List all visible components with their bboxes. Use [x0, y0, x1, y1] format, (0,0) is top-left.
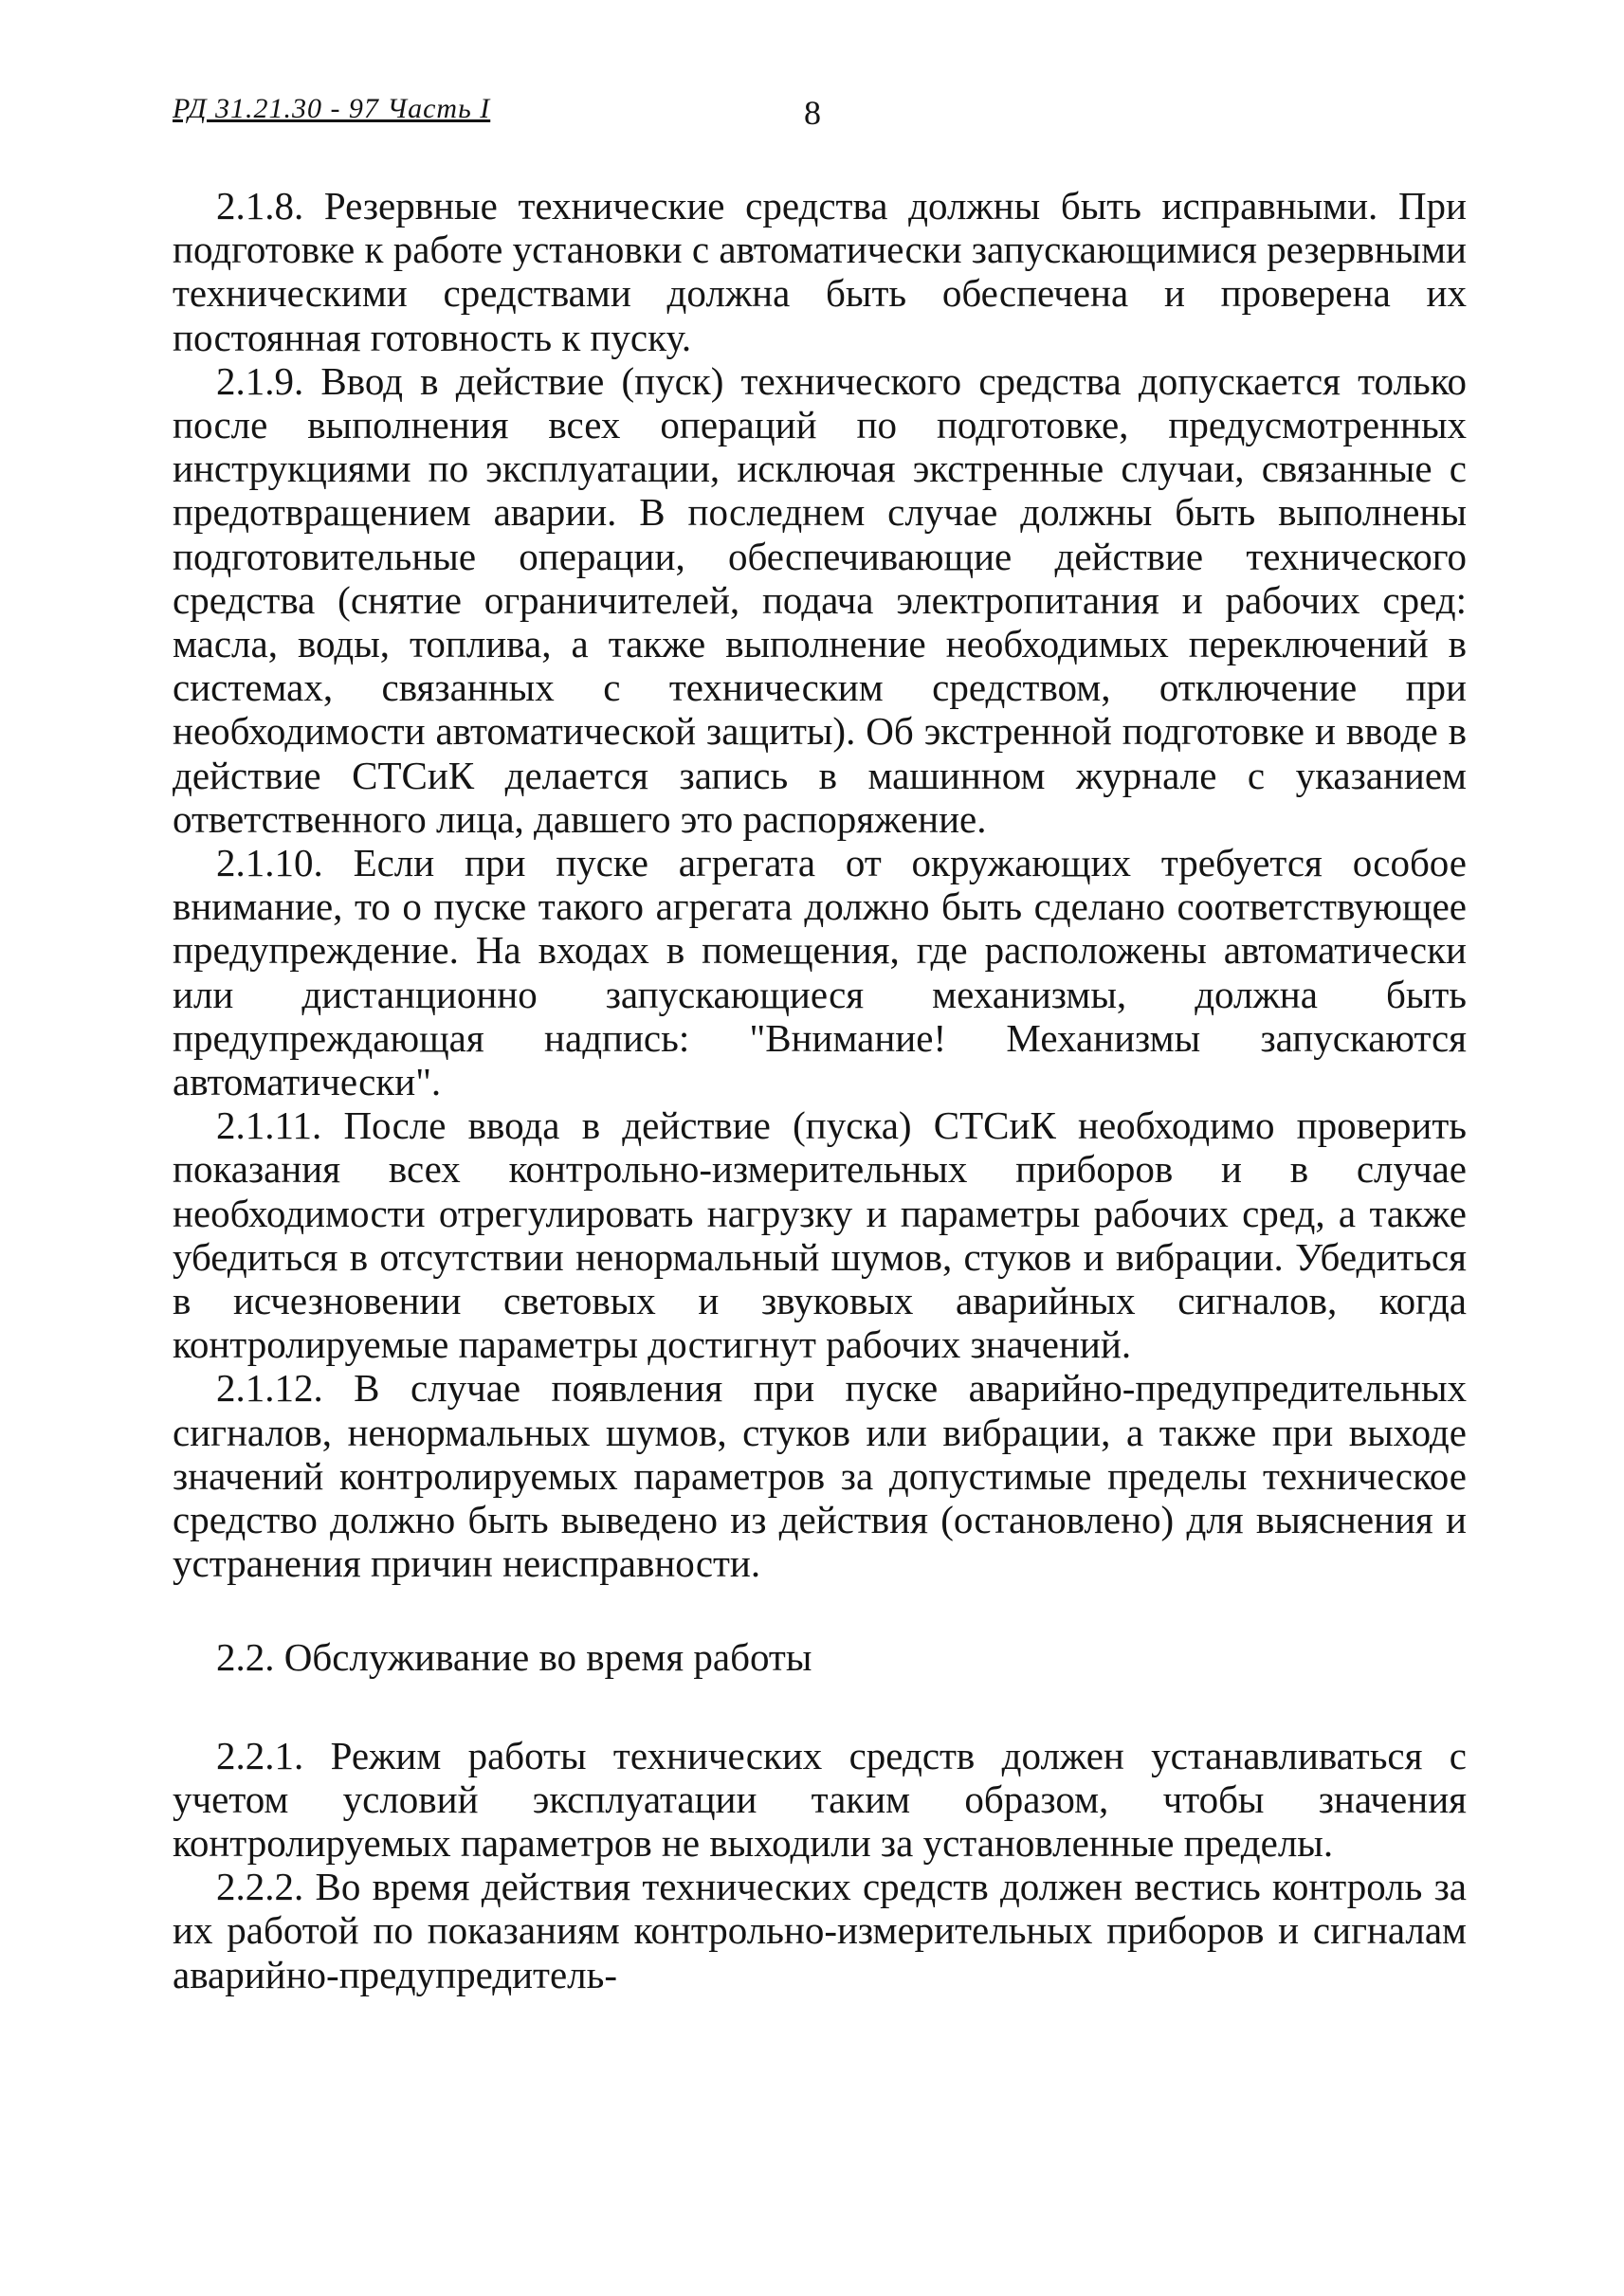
paragraph-2-2-2: 2.2.2. Во время действия технических средств должен вестись контроль за их работой по показаниям контрольно-измерительных приборов и сигналам аварийно-предупредитель-: [173, 1865, 1467, 1996]
paragraph-2-1-11: 2.1.11. После ввода в действие (пуска) СТСиК необходимо проверить показания всех контрольно-измерительных приборов и в случае необходимости отрегулировать нагрузку и параметры рабочих сред, а также убедиться в отсутствии ненормальный шумов, стуков и вибрации. Убедиться в исчезновении световых и звуковых аварийных сигналов, когда контролируемые параметры достигнут рабочих значений.: [173, 1103, 1467, 1367]
paragraph-2-1-9: 2.1.9. Ввод в действие (пуск) технического средства допускается только после выполнения всех операций по подготовке, предусмотренных инструкциями по эксплуатации, исключая экстренные случаи, связанные с предотвращением аварии. В последнем случае должны быть выполнены подготовительные операции, обеспечивающие действие технического средства (снятие ограничителей, подача электропитания и рабочих сред: масла, воды, топлива, а также выполнение необходимых переключений в системах, связанных с техническим средством, отключение при необходимости автоматической защиты). Об экстренной подготовке и вводе в действие СТСиК делается запись в машинном журнале с указанием ответственного лица, давшего это распоряжение.: [173, 358, 1467, 841]
paragraph-2-1-12: 2.1.12. В случае появления при пуске аварийно-предупредительных сигналов, ненормальных шумов, стуков или вибрации, а также при выходе значений контролируемых параметров за допустимые пределы техническое средство должно быть выведено из действия (остановлено) для выяснения и устранения причин неисправности.: [173, 1366, 1467, 1586]
paragraph-2-2-1: 2.2.1. Режим работы технических средств должен устанавливаться с учетом условий эксплуатации таким образом, чтобы значения контролируемых параметров не выходили за установленные пределы.: [173, 1733, 1467, 1865]
page-header: [173, 93, 1467, 142]
document-reference: РД 31.21.30 - 97 Часть I: [173, 93, 491, 124]
document-page: [173, 93, 1467, 1996]
section-heading-2-2: 2.2. Обслуживание во время работы: [216, 1634, 812, 1679]
page-number: 8: [804, 94, 821, 132]
document-body: [173, 184, 1467, 1996]
paragraph-2-1-8: 2.1.8. Резервные технические средства должны быть исправными. При подготовке к работе установки с автоматически запускающимися резервными техническими средствами должна быть обеспечена и проверена их постоянная готовность к пуску.: [173, 184, 1467, 359]
paragraph-2-1-10: 2.1.10. Если при пуске агрегата от окружающих требуется особое внимание, то о пуске такого агрегата должно быть сделано соответствующее предупреждение. На входах в помещения, где расположены автоматически или дистанционно запускающиеся механизмы, должна быть предупреждающая надпись: "Внимание! Механизмы запускаются автоматически".: [173, 841, 1467, 1104]
